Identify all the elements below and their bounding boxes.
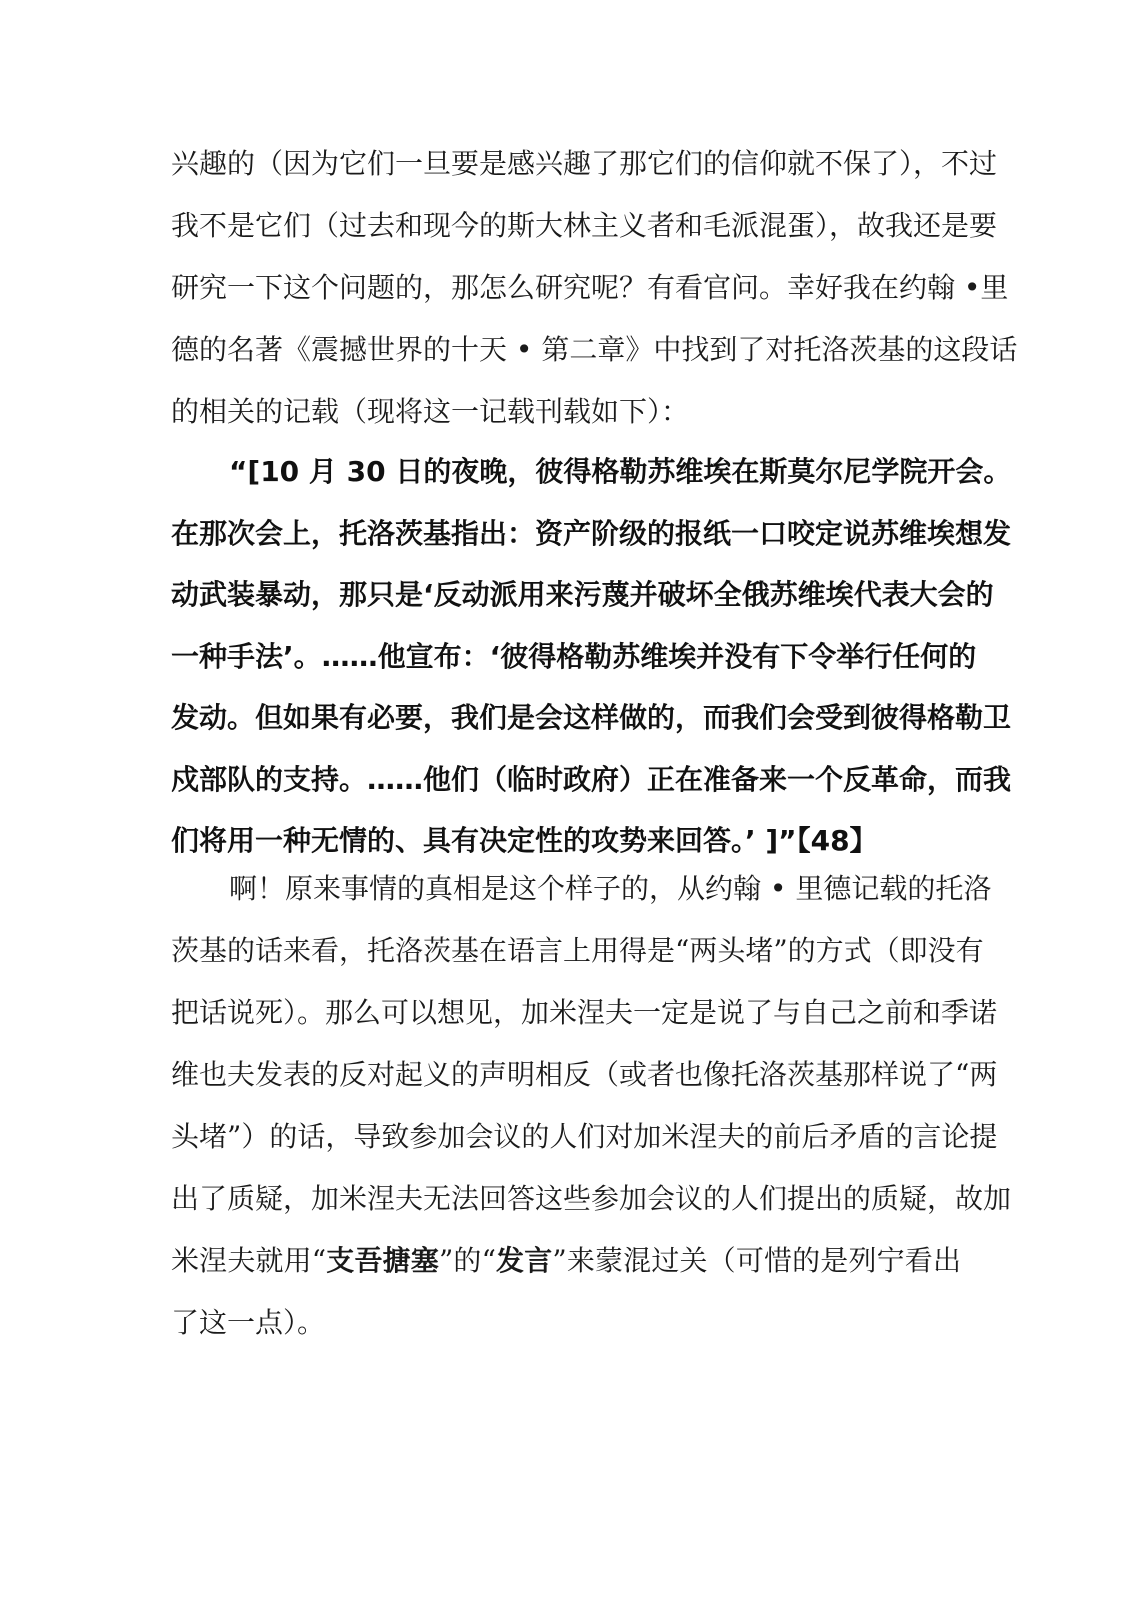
text-line: 把话说死）。那么可以想见，加米涅夫一定是说了与自己之前和季诺 (171, 996, 998, 1029)
text-line: 头堵”）的话，导致参加会议的人们对加米涅夫的前后矛盾的言论提 (171, 1120, 998, 1153)
text-line: 德的名著《震撼世界的十天 • 第二章》中找到了对托洛茨基的这段话 (171, 333, 1018, 366)
text-line: 兴趣的（因为它们一旦要是感兴趣了那它们的信仰就不保了），不过 (171, 147, 998, 180)
quote-line: 在那次会上，托洛茨基指出：资产阶级的报纸一口咬定说苏维埃想发 (171, 516, 1012, 550)
quote-line: 动武装暴动，那只是‘反动派用来污蔑并破坏全俄苏维埃代表大会的 (171, 578, 994, 611)
text-segment: ”的“ (438, 1244, 496, 1277)
text-segment: 米涅夫就用“ (171, 1244, 327, 1277)
quoted-passage (171, 441, 1012, 872)
text-line: 了这一点）。 (171, 1306, 326, 1339)
quote-line: 发动。但如果有必要，我们是会这样做的，而我们会受到彼得格勒卫 (171, 701, 1012, 734)
paragraph-analysis (171, 858, 1012, 1354)
text-line: 研究一下这个问题的，那怎么研究呢？有看官问。幸好我在约翰 •里 (171, 271, 1009, 304)
quote-line: 一种手法’。……他宣布：‘彼得格勒苏维埃并没有下令举行任何的 (171, 639, 977, 673)
quote-line: 们将用一种无情的、具有决定性的攻势来回答。’ ]”【48】 (171, 824, 878, 857)
quote-line: “[10 月 30 日的夜晚，彼得格勒苏维埃在斯莫尔尼学院开会。 (229, 455, 1012, 488)
text-line: 茨基的话来看，托洛茨基在语言上用得是“两头堵”的方式（即没有 (171, 934, 984, 967)
text-segment: ”来蒙混过关（可惜的是列宁看出 (552, 1244, 961, 1277)
text-line: 我不是它们（过去和现今的斯大林主义者和毛派混蛋），故我还是要 (171, 209, 998, 242)
text-line: 啊！原来事情的真相是这个样子的，从约翰 • 里德记载的托洛 (229, 872, 992, 905)
text-line: 的相关的记载（现将这一记载刊载如下）： (171, 395, 690, 428)
text-line: 维也夫发表的反对起义的声明相反（或者也像托洛茨基那样说了“两 (171, 1058, 998, 1091)
emphasis-text: 支吾搪塞 (326, 1244, 439, 1277)
text-line: 出了质疑，加米涅夫无法回答这些参加会议的人们提出的质疑，故加 (171, 1182, 1012, 1215)
quote-line: 戍部队的支持。……他们（临时政府）正在准备来一个反革命，而我 (171, 762, 1012, 796)
emphasis-text: 发言 (495, 1244, 553, 1277)
paragraph-continuation (171, 133, 1018, 443)
text-line-with-emphasis (171, 1230, 961, 1292)
